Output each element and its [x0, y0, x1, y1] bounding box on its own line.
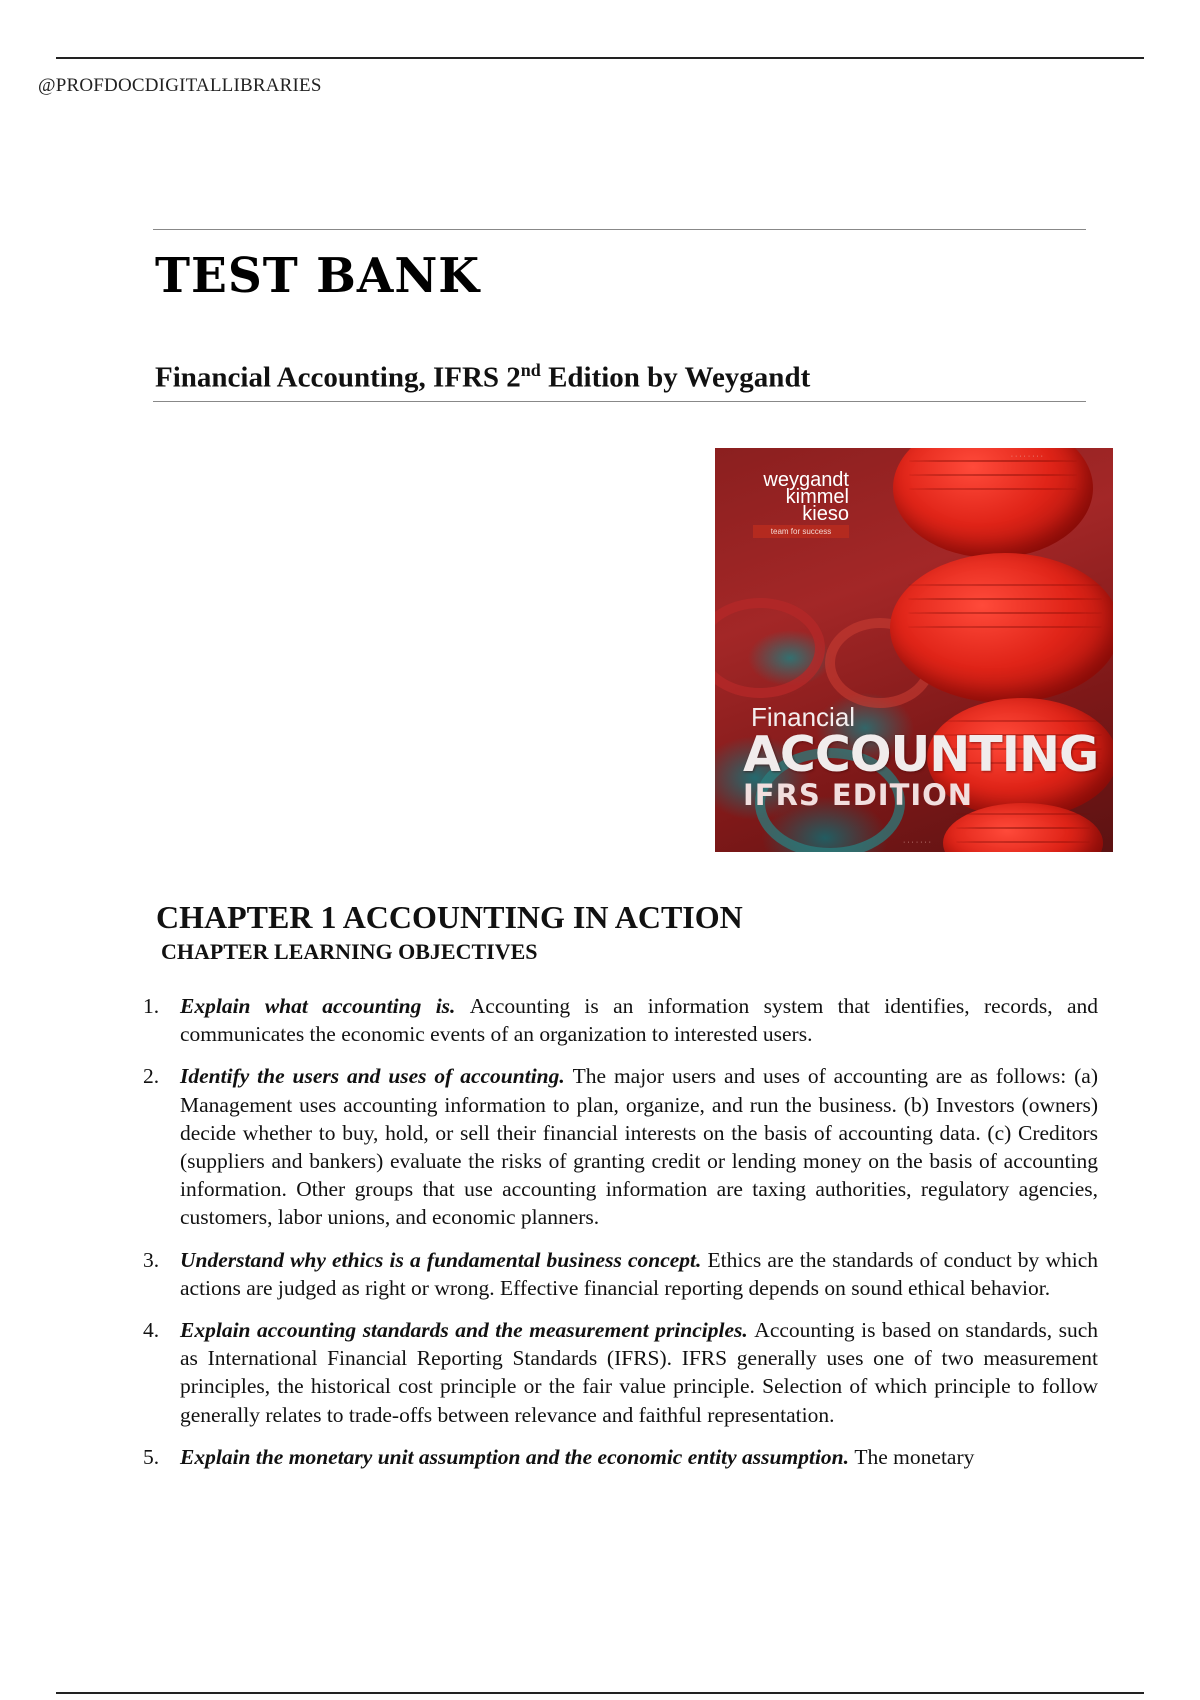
page-title: TEST BANK — [155, 248, 481, 304]
objective-lead: Explain the monetary unit assumption and the economic entity assumption. — [180, 1444, 855, 1469]
cover-title-ifrs-edition: IFRS EDITION — [743, 778, 974, 812]
objective-text: Accounting is an information system that identifies, records, and communicates the economic events of an organization to interested users. — [180, 994, 1098, 1047]
objective-item — [140, 1443, 1098, 1471]
objective-number: 2. — [143, 1064, 160, 1089]
cover-title-financial: Financial — [751, 702, 856, 732]
book-subtitle — [155, 360, 810, 395]
subtitle-text: Financial Accounting, IFRS 2 — [155, 361, 521, 394]
objective-text: Accounting is based on standards, such as International Financial Reporting Standards (IFRS). IFRS generally uses one of two measurement principles, the historical cost principle or the fair value principle. Selection of which principle to follow generally relates to trade-offs between relevance and faithful representation. — [180, 1318, 1098, 1427]
top-rule — [56, 57, 1144, 59]
objective-item — [140, 1316, 1098, 1429]
objective-item — [140, 992, 1098, 1048]
objective-text: The major users and uses of accounting are as follows: (a) Management uses accounting information to plan, organize, and run the business. (b) Investors (owners) decide whether to buy, hold, or sell their financial interests on the basis of accounting data. (c) Creditors (suppliers and bankers) evaluate the risks of granting credit or lending money on the basis of accounting information. Other groups that use accounting information are taxing authorities, regulatory agencies, customers, labor unions, and economic planners. — [180, 1064, 1098, 1230]
lantern-middle — [890, 553, 1113, 703]
chapter-heading: CHAPTER 1 ACCOUNTING IN ACTION — [156, 899, 743, 935]
cover-author: weygandt — [763, 469, 849, 491]
cover-author: kimmel — [785, 486, 849, 508]
objective-lead: Identify the users and uses of accounting. — [180, 1064, 573, 1089]
cover-swirl — [715, 598, 825, 698]
chapter-subheading: CHAPTER LEARNING OBJECTIVES — [161, 939, 538, 964]
cover-small-print-top: · · · · · · · · — [1010, 453, 1043, 460]
cover-small-print-bottom: · · · · · · · — [903, 839, 931, 846]
objective-lead: Explain accounting standards and the measurement principles. — [180, 1318, 755, 1343]
cover-title-accounting: ACCOUNTING — [743, 726, 1099, 783]
subtitle-superscript: nd — [520, 360, 541, 380]
objective-text: The monetary — [854, 1444, 975, 1469]
cover-authors — [749, 469, 849, 525]
cover-author: kieso — [802, 503, 849, 525]
objective-number: 3. — [143, 1247, 160, 1272]
subtitle-rule — [153, 401, 1086, 402]
objective-text: Ethics are the standards of conduct by which actions are judged as right or wrong. Effective financial reporting depends on sound ethical behavior. — [180, 1247, 1098, 1300]
objective-number: 5. — [143, 1444, 160, 1469]
objective-item — [140, 1062, 1098, 1231]
objective-number: 4. — [143, 1318, 160, 1343]
watermark-text: @PROFDOCDIGITALLIBRARIES — [38, 75, 322, 96]
cover-tagline: team for success — [753, 525, 849, 538]
objective-number: 1. — [143, 994, 160, 1018]
learning-objectives-list — [140, 992, 1098, 1485]
subtitle-text-end: Edition by Weygandt — [540, 361, 811, 394]
lantern-top — [893, 448, 1093, 558]
objective-lead: Understand why ethics is a fundamental business concept. — [180, 1247, 708, 1272]
objective-item — [140, 1246, 1098, 1302]
book-cover-image — [715, 448, 1113, 852]
bottom-rule — [56, 1692, 1144, 1694]
title-top-rule — [153, 229, 1086, 230]
objective-lead: Explain what accounting is. — [180, 994, 470, 1018]
